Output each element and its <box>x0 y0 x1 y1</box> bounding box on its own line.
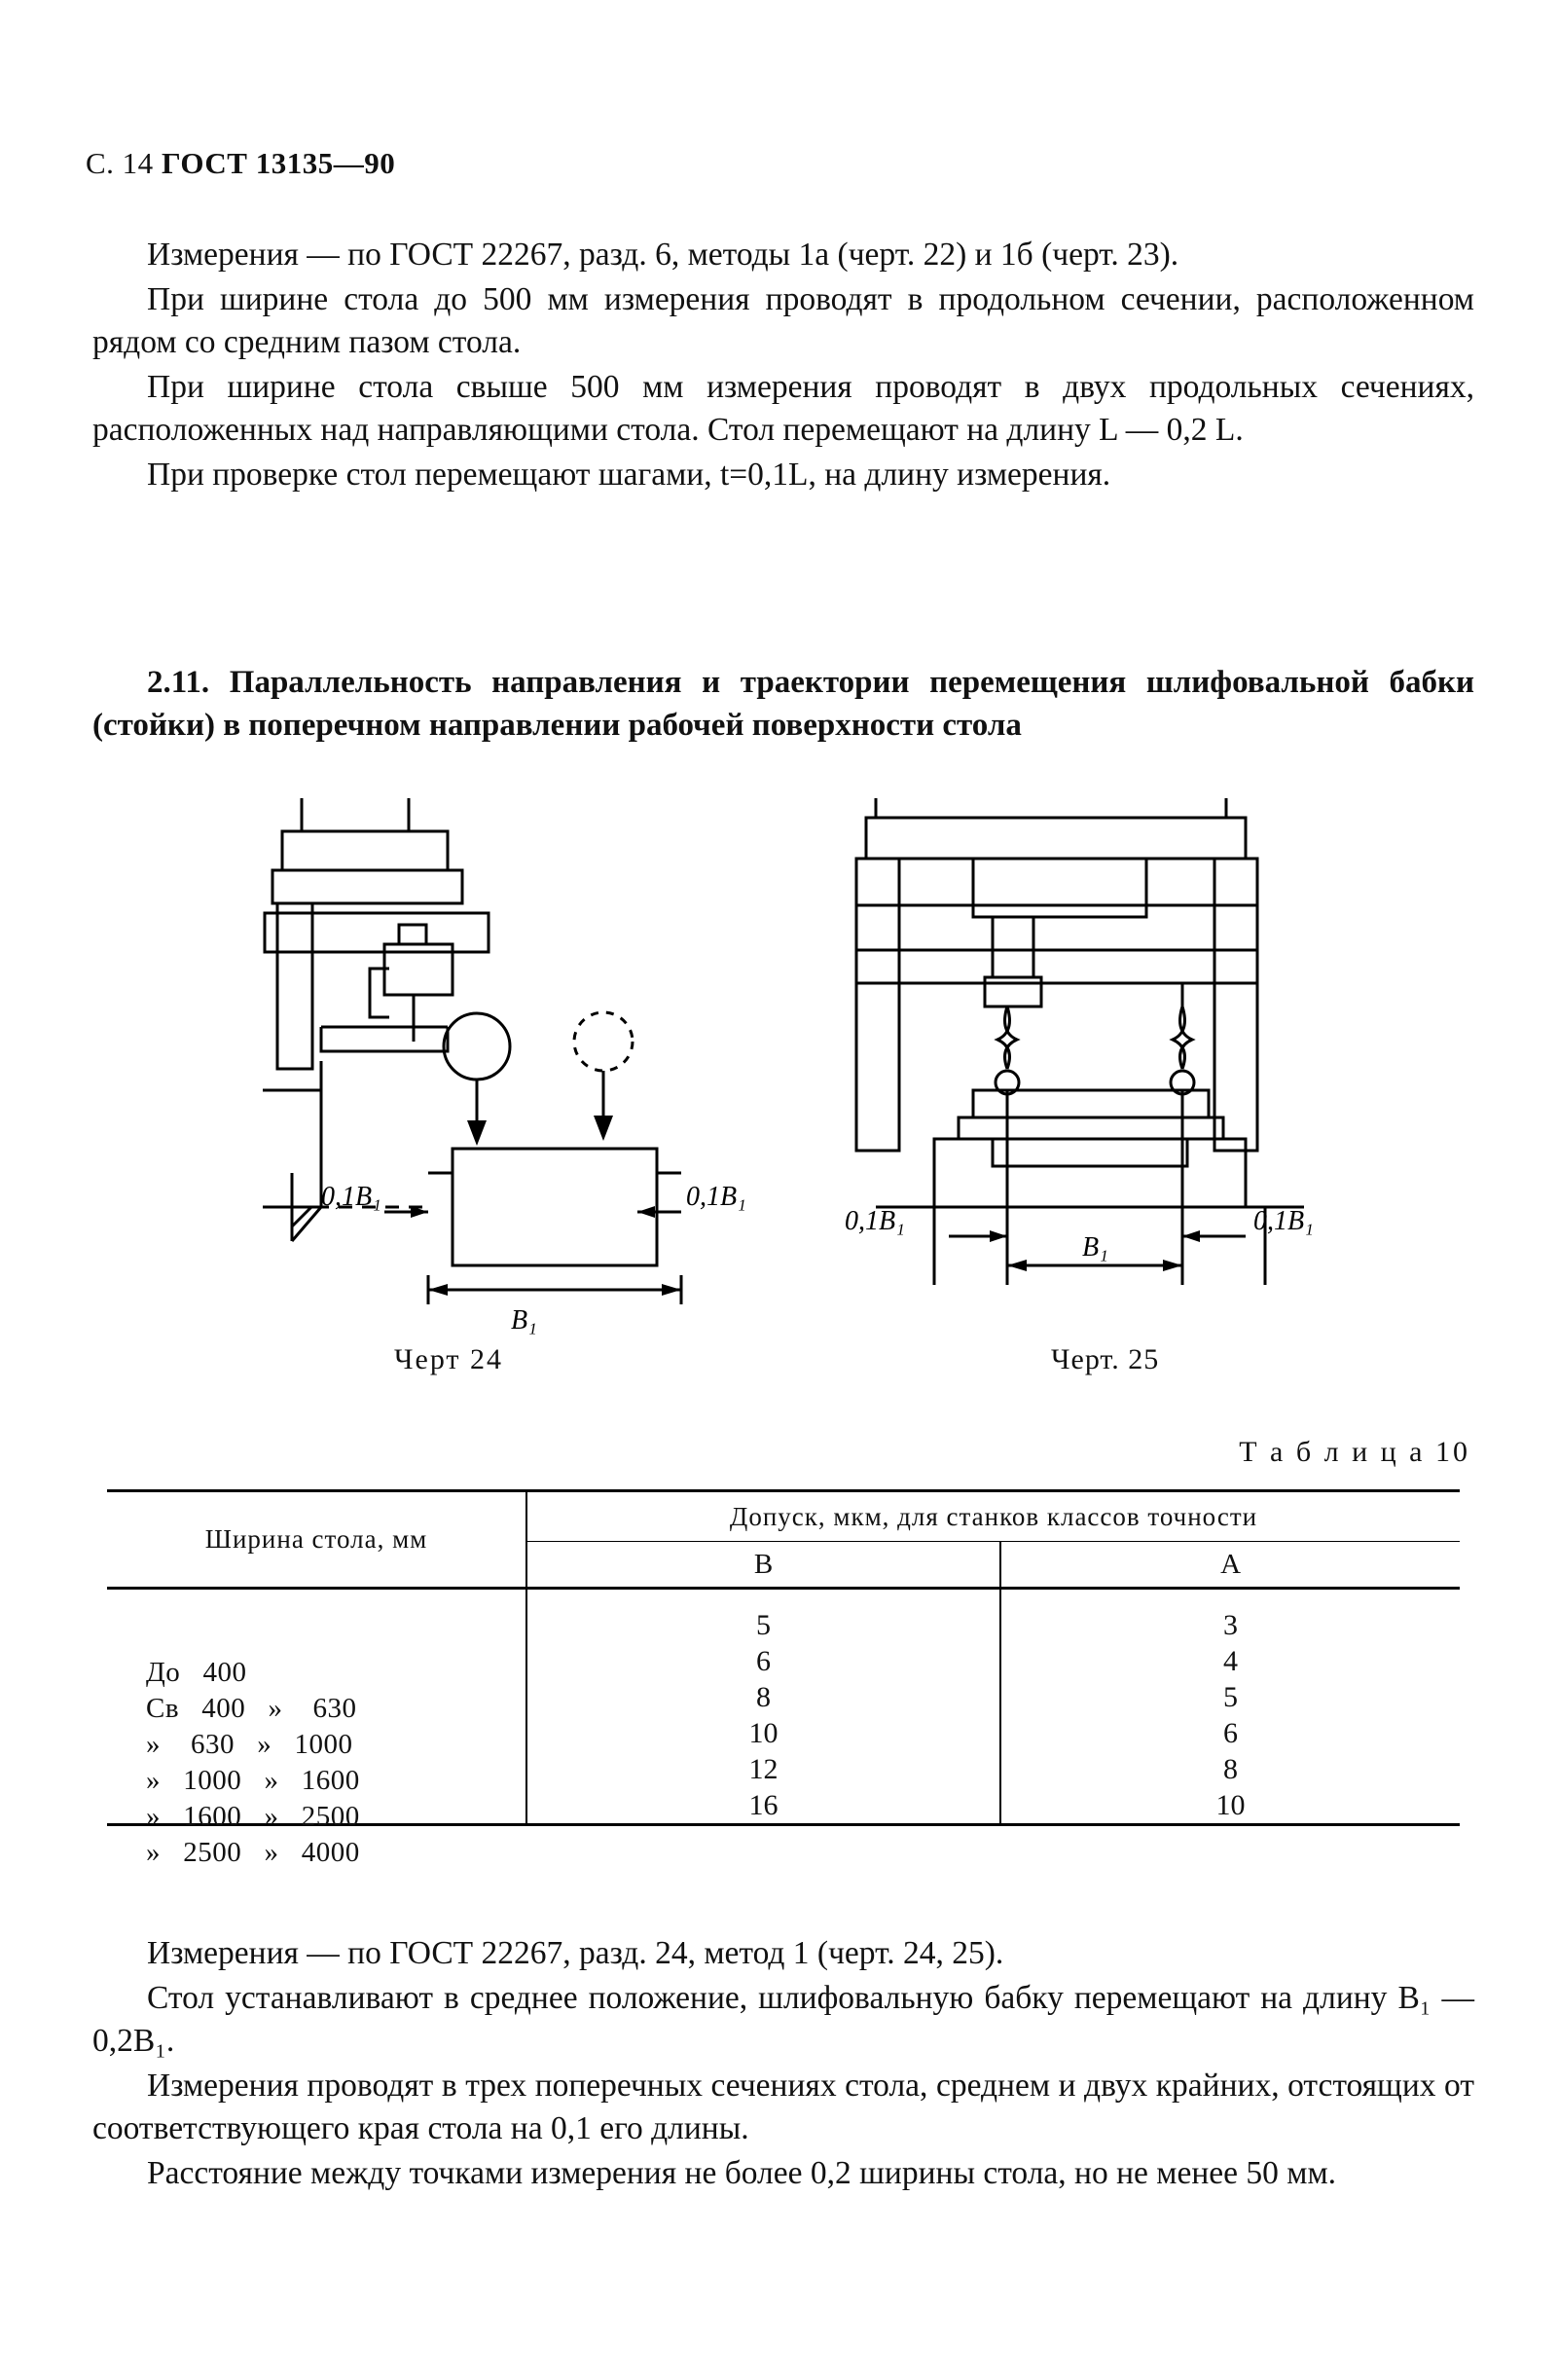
right-figure-label-left: 0,1В₁ <box>845 1206 905 1236</box>
row-a-4: 6 <box>1223 1716 1239 1749</box>
row-a-1: 3 <box>1223 1608 1239 1641</box>
section-heading <box>92 662 1474 748</box>
bottom-paragraph-1: Измерения — по ГОСТ 22267, разд. 24, метод 1 (черт. 24, 25). <box>147 1935 1004 1971</box>
range-row-6: » 2500 » 4000 <box>146 1837 360 1868</box>
page-header <box>86 146 395 181</box>
page-number-label: С. 14 <box>86 146 154 180</box>
row-b-2: 6 <box>526 1643 1000 1679</box>
paragraph-4: При проверке стол перемещают шагами, t=0,1L, на длину измерения. <box>147 456 1111 493</box>
left-figure-label-left: 0,1В₁ <box>321 1182 381 1212</box>
range-row-2: Св 400 » 630 <box>146 1693 357 1724</box>
table-title: Т а б л и ц а 10 <box>1239 1436 1470 1468</box>
spacer-cell-1 <box>107 1589 526 1608</box>
row-a-6: 10 <box>1000 1787 1460 1825</box>
range-row-5: » 1600 » 2500 <box>146 1801 360 1832</box>
bottom-paragraph-4: Расстояние между точками измерения не более 0,2 ширины стола, но не менее 50 мм. <box>147 2154 1337 2191</box>
section-number: 2.11. <box>147 665 210 700</box>
bottom-paragraph-2: Стол устанавливают в среднее положение, шлифовальную бабку перемещают на длину В₁ — 0,2В₁. <box>92 1979 1474 2060</box>
row-b-6: 16 <box>526 1787 1000 1825</box>
paragraph-1: Измерения — по ГОСТ 22267, разд. 6, методы 1а (черт. 22) и 1б (черт. 23). <box>147 237 1179 273</box>
standard-number: ГОСТ 13135—90 <box>161 146 396 180</box>
bottom-paragraph-3: Измерения проводят в трех поперечных сечениях стола, среднем и двух крайних, отстоящих от соответствующего края стола на 0,1 его длины. <box>92 2067 1474 2147</box>
table-header-tolerance: Допуск, мкм, для станков классов точности <box>526 1491 1460 1542</box>
body-text-block <box>92 234 1474 497</box>
figure-24-caption: Черт 24 <box>394 1343 504 1375</box>
row-b-1: 5 <box>526 1607 1000 1643</box>
paragraph-2: При ширине стола до 500 мм измерения проводят в продольном сечении, расположенном рядом со средним пазом стола. <box>92 280 1474 361</box>
table-header-class-b: В <box>526 1542 1000 1589</box>
paragraph-3: При ширине стола свыше 500 мм измерения проводят в двух продольных сечениях, расположенных над направляющими стола. Стол перемещают на длину L — 0,2 L. <box>92 368 1474 449</box>
figure-25-caption: Черт. 25 <box>1051 1343 1160 1375</box>
row-b-3: 8 <box>526 1679 1000 1715</box>
table-header-class-a: А <box>1220 1548 1242 1580</box>
right-figure-label-right: 0,1В₁ <box>1253 1206 1314 1236</box>
table-header-rule-row <box>107 1589 1460 1608</box>
left-figure-label-right: 0,1В₁ <box>686 1182 746 1212</box>
row-b-5: 12 <box>526 1751 1000 1787</box>
left-figure-dim-label: В₁ <box>511 1305 537 1336</box>
figure-area <box>0 798 1558 1402</box>
range-row-4: » 1000 » 1600 <box>146 1765 360 1796</box>
bottom-text-block <box>92 1932 1474 2196</box>
row-range-1 <box>107 1607 526 1643</box>
row-a-2: 4 <box>1223 1644 1239 1677</box>
row-b-4: 10 <box>526 1715 1000 1751</box>
table-header-width: Ширина стола, мм <box>107 1491 526 1589</box>
range-row-1: До 400 <box>146 1657 247 1688</box>
spacer-cell-3 <box>1000 1589 1460 1608</box>
row-a-3: 5 <box>1223 1680 1239 1713</box>
right-figure-dim-label: В₁ <box>1082 1232 1108 1263</box>
range-row-3: » 630 » 1000 <box>146 1729 353 1760</box>
table-range-column <box>146 1655 360 1871</box>
figures-svg <box>0 798 1558 1402</box>
spacer-cell-2 <box>526 1589 1000 1608</box>
table-row <box>107 1607 1460 1643</box>
row-a-5: 8 <box>1223 1752 1239 1785</box>
section-title: Параллельность направления и траектории перемещения шлифовальной бабки (стойки) в поперечном направлении рабочей поверхности стола <box>92 665 1474 743</box>
table-header-row-1 <box>107 1491 1460 1542</box>
